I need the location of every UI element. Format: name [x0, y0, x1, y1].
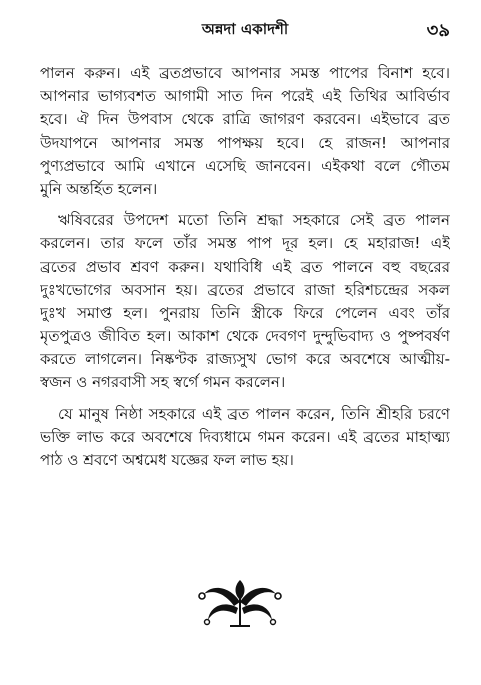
- text-line: দুঃখ সমাপ্ত হল। পুনরায় তিনি স্ত্রীকে ফিরে পেলেন এবং তাঁর: [40, 303, 450, 322]
- paragraph-2: [40, 209, 450, 395]
- paragraph-1: [40, 62, 450, 201]
- text-line: করলেন। তার ফলে তাঁর সমস্ত পাপ দূর হল। হে মহারাজ! এই: [40, 234, 450, 253]
- page-number: ৩৯: [426, 20, 450, 41]
- text-line: স্বজন ও নগরবাসী সহ স্বর্গে গমন করলেন।: [40, 373, 286, 392]
- text-line: পাঠ ও শ্রবণে অশ্বমেধ যজ্ঞের ফল লাভ হয়।: [40, 451, 294, 469]
- text-line: মুনি অন্তর্হিত হলেন।: [40, 179, 158, 198]
- text-line: ভক্তি লাভ করে অবশেষে দিব্যধামে গমন করেন। এই ব্রতের মাহাত্ম্য: [40, 427, 450, 446]
- text-line: করতে লাগলেন। নিষ্কণ্টক রাজ্যসুখ ভোগ করে অবশেষে আত্মীয়-: [40, 350, 450, 369]
- text-line: ব্রতের প্রভাব শ্রবণ করুন। যথাবিধি এই ব্রত পালনে বহু বছরের: [40, 257, 450, 276]
- text-line: পালন করুন। এই ব্রতপ্রভাবে আপনার সমস্ত পাপের বিনাশ হবে।: [40, 64, 450, 82]
- text-line: আপনার ভাগ্যবশত আগামী সাত দিন পরেই এই তিথির আবির্ভাব: [40, 87, 450, 106]
- text-line: পুণ্যপ্রভাবে আমি এখানে এসেছি জানবেন। এইকথা বলে গৌতম: [40, 156, 450, 175]
- floral-ornament-icon: [190, 576, 290, 628]
- page-title: অন্নদা একাদশী: [201, 20, 289, 38]
- paragraph-3: [40, 403, 450, 473]
- text-line: মৃতপুত্রও জীবিত হল। আকাশ থেকে দেবগণ দুন্দুভিবাদ্য ও পুষ্পবর্ষণ: [40, 327, 450, 346]
- page-header: [40, 16, 450, 44]
- text-line: ঋষিবরের উপদেশ মতো তিনি শ্রদ্ধা সহকারে সেই ব্রত পালন: [58, 211, 450, 230]
- text-line: যে মানুষ নিষ্ঠা সহকারে এই ব্রত পালন করেন, তিনি শ্রীহরি চরণে: [58, 404, 450, 423]
- text-line: দুঃখভোগের অবসান হয়। ব্রতের প্রভাবে রাজা হরিশচন্দ্রের সকল: [40, 280, 450, 299]
- text-line: উদযাপনে আপনার সমস্ত পাপক্ষয় হবে। হে রাজন! আপনার: [40, 133, 450, 152]
- text-line: হবে। ঐ দিন উপবাস থেকে রাত্রি জাগরণ করবেন। এইভাবে ব্রত: [40, 110, 450, 129]
- body-text: [40, 62, 450, 472]
